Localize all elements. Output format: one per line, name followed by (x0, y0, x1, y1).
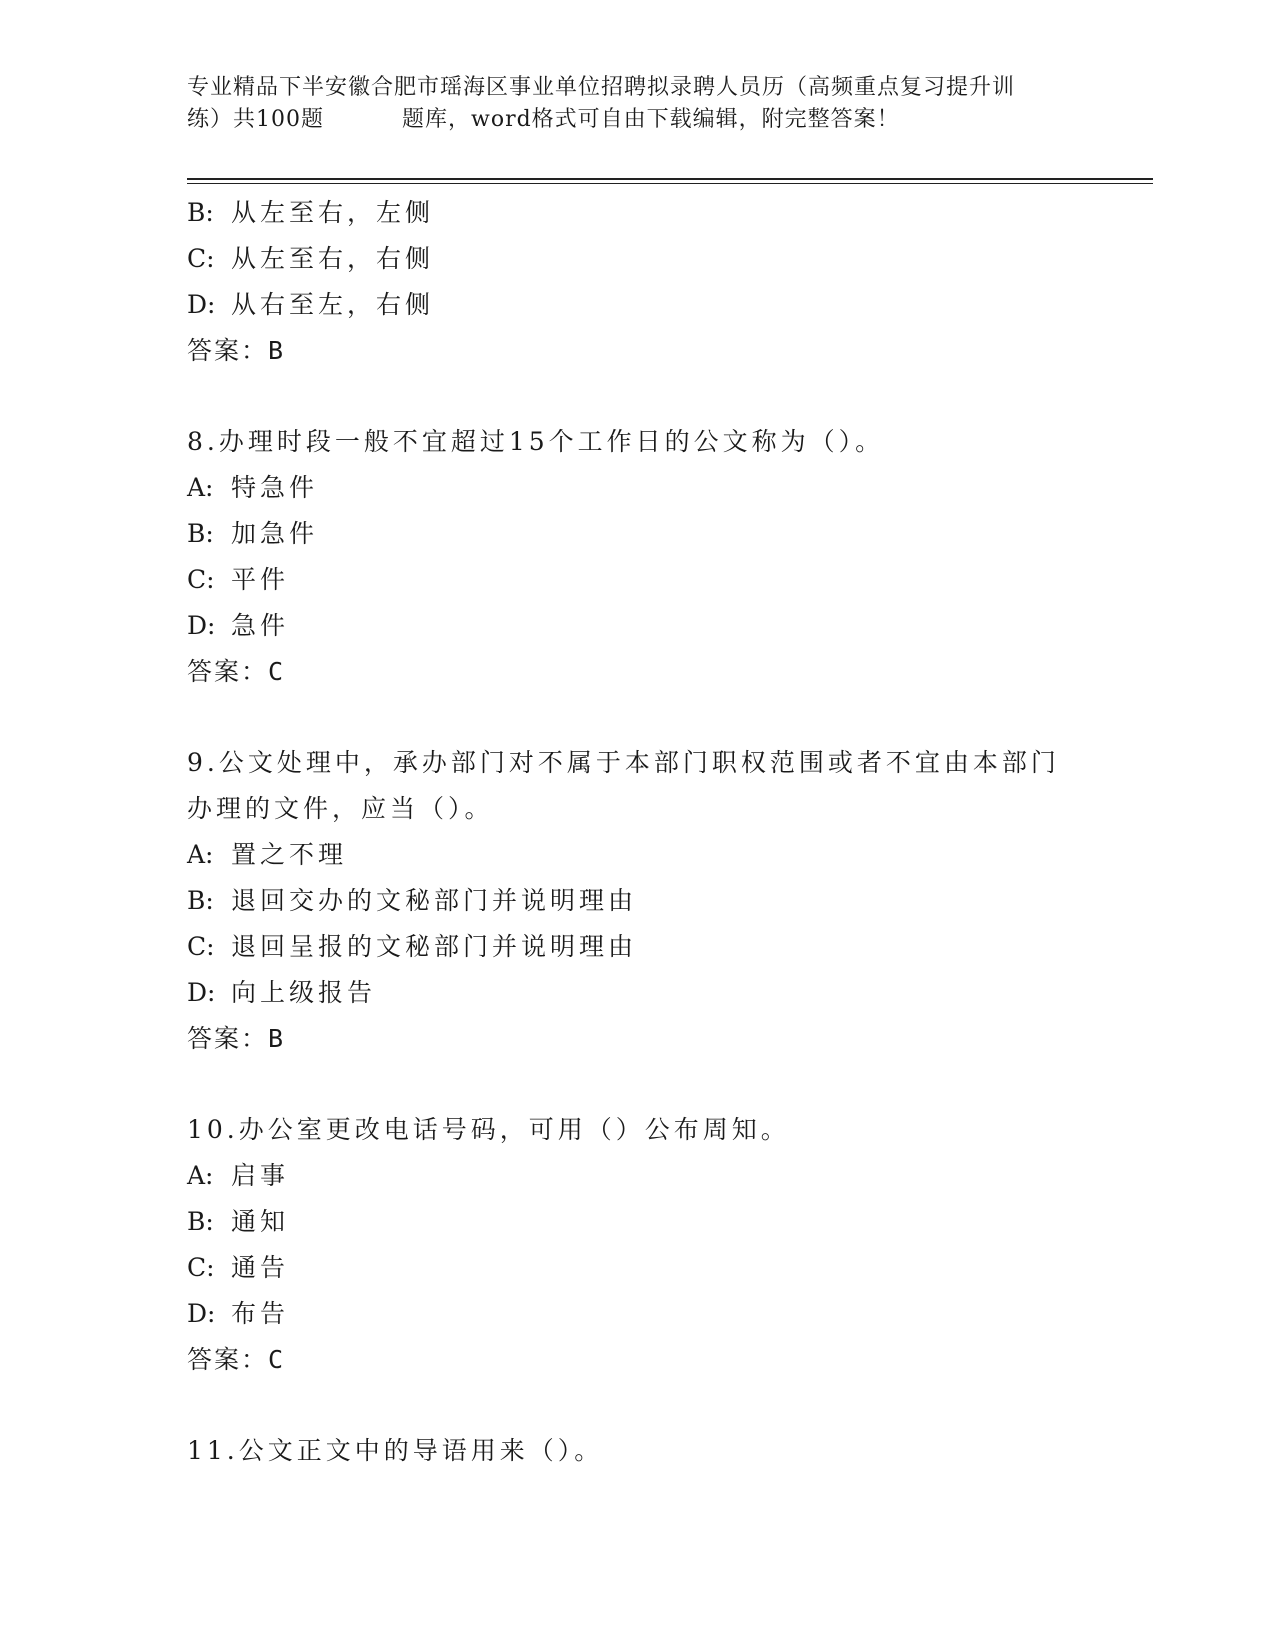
option-key: D: (187, 978, 216, 1007)
question-9 (187, 740, 1153, 1062)
option-key: D: (187, 1299, 216, 1328)
answer-line (187, 328, 1153, 374)
header-divider-thick (187, 178, 1153, 180)
answer-line (187, 649, 1153, 695)
option-key: B: (187, 1207, 214, 1236)
option-a (187, 832, 1153, 878)
answer-value: C (268, 1345, 284, 1374)
question-stem: 10.办公室更改电话号码，可用（）公布周知。 (187, 1115, 790, 1144)
question-7 (187, 190, 1153, 374)
question-stem: 11.公文正文中的导语用来（）。 (187, 1436, 604, 1465)
option-text: 从左至右，左侧 (231, 198, 435, 227)
page-header (187, 72, 1087, 136)
option-key: A: (187, 473, 214, 502)
answer-value: B (268, 336, 284, 365)
option-key: C: (187, 244, 215, 273)
option-text: 加急件 (231, 519, 319, 548)
option-text: 启事 (231, 1161, 290, 1190)
question-stem: 9.公文处理中，承办部门对不属于本部门职权范围或者不宜由本部门 (187, 748, 1060, 777)
header-title-line-1: 专业精品下半安徽合肥市瑶海区事业单位招聘拟录聘人员历（高频重点复习提升训 (187, 75, 1016, 100)
option-text: 特急件 (231, 473, 319, 502)
option-b (187, 878, 1153, 924)
header-title-line-2a: 练）共100题 (187, 107, 324, 132)
option-text: 退回交办的文秘部门并说明理由 (231, 886, 638, 915)
option-key: C: (187, 1253, 215, 1282)
option-key: C: (187, 565, 215, 594)
option-d (187, 603, 1153, 649)
option-text: 从左至右，右侧 (231, 244, 435, 273)
question-10 (187, 1107, 1153, 1383)
option-key: D: (187, 611, 216, 640)
option-key: D: (187, 290, 216, 319)
question-8 (187, 419, 1153, 695)
answer-label: 答案： (187, 657, 269, 686)
option-text: 从右至左，右侧 (231, 290, 435, 319)
answer-label: 答案： (187, 336, 269, 365)
option-key: A: (187, 1161, 214, 1190)
option-d (187, 282, 1153, 328)
question-list (187, 190, 1153, 1474)
option-text: 急件 (231, 611, 290, 640)
option-c (187, 924, 1153, 970)
question-stem: 8.办理时段一般不宜超过15个工作日的公文称为（）。 (187, 427, 885, 456)
option-text: 通告 (231, 1253, 290, 1282)
option-b (187, 1199, 1153, 1245)
option-b (187, 511, 1153, 557)
option-text: 布告 (231, 1299, 290, 1328)
question-stem-continued: 办理的文件，应当（）。 (187, 794, 494, 823)
answer-label: 答案： (187, 1024, 269, 1053)
option-d (187, 970, 1153, 1016)
answer-value: C (268, 657, 284, 686)
option-key: A: (187, 840, 214, 869)
option-a (187, 465, 1153, 511)
option-d (187, 1291, 1153, 1337)
option-b (187, 190, 1153, 236)
option-key: B: (187, 886, 214, 915)
option-key: C: (187, 932, 215, 961)
option-text: 向上级报告 (231, 978, 377, 1007)
option-c (187, 236, 1153, 282)
header-title-line-2b: 题库，word格式可自由下载编辑，附完整答案！ (402, 107, 900, 132)
option-key: B: (187, 198, 214, 227)
option-text: 通知 (231, 1207, 290, 1236)
option-key: B: (187, 519, 214, 548)
option-a (187, 1153, 1153, 1199)
option-text: 置之不理 (231, 840, 348, 869)
answer-label: 答案： (187, 1345, 269, 1374)
option-c (187, 1245, 1153, 1291)
header-divider-thin (187, 183, 1153, 184)
option-text: 退回呈报的文秘部门并说明理由 (231, 932, 638, 961)
answer-line (187, 1016, 1153, 1062)
option-c (187, 557, 1153, 603)
answer-line (187, 1337, 1153, 1383)
header-title-line-2 (187, 104, 1087, 136)
option-text: 平件 (231, 565, 290, 594)
question-11 (187, 1428, 1153, 1474)
answer-value: B (268, 1024, 284, 1053)
